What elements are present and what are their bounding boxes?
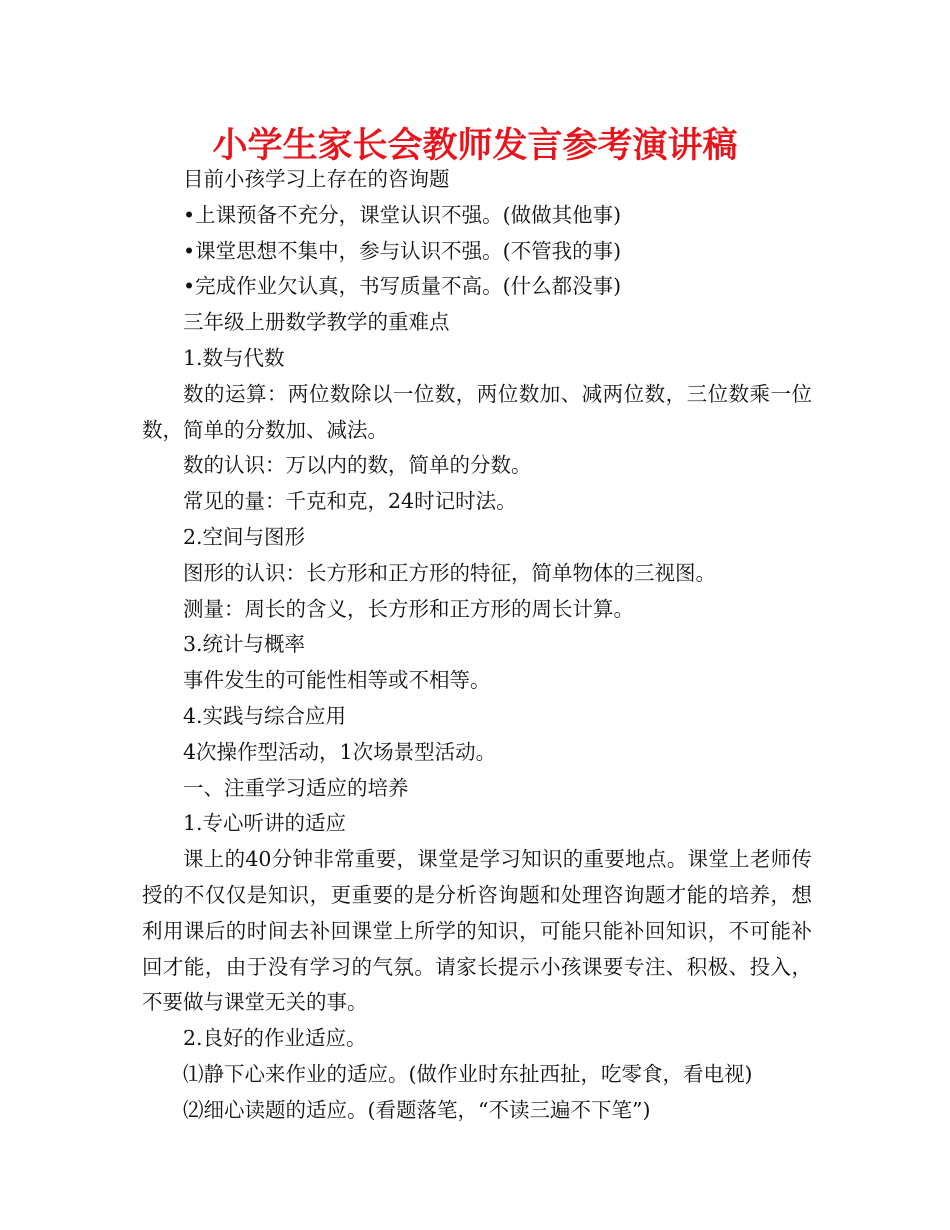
paragraph-careful-reading: ⑵细心读题的适应。(看题落笔，“不读三遍不下笔”): [183, 1097, 651, 1122]
paragraph-listening-habit-heading: 1.专心听讲的适应: [183, 811, 347, 836]
document-body: [142, 162, 812, 1129]
paragraph-bullet-preparation: •上课预备不充分，课堂认识不强。(做做其他事): [183, 202, 622, 227]
paragraph-number-operations: 数的运算：两位数除以一位数，两位数加、减两位数，三位数乘一位数，简单的分数加、减法。: [142, 381, 812, 442]
paragraph-habits-heading: 一、注重学习适应的培养: [183, 775, 409, 800]
paragraph-bullet-homework: •完成作业欠认真，书写质量不高。(什么都没事): [183, 274, 622, 299]
paragraph-section-practice: 4.实践与综合应用: [183, 703, 347, 728]
paragraph-homework-focus: ⑴静下心来作业的适应。(做作业时东扯西扯，吃零食，看电视): [183, 1061, 753, 1086]
document-title: 小学生家长会教师发言参考演讲稿: [212, 126, 738, 166]
paragraph-bullet-attention: •课堂思想不集中，参与认识不强。(不管我的事): [183, 238, 622, 263]
paragraph-section-numbers-algebra: 1.数与代数: [183, 345, 285, 370]
paragraph-section-space-shapes: 2.空间与图形: [183, 524, 306, 549]
paragraph-shape-recognition: 图形的认识：长方形和正方形的特征，简单物体的三视图。: [183, 560, 716, 585]
paragraph-math-key-points-heading: 三年级上册数学教学的重难点: [183, 310, 450, 335]
paragraph-common-quantities: 常见的量：千克和克，24时记时法。: [183, 489, 517, 514]
paragraph-problems-heading: 目前小孩学习上存在的咨询题: [183, 167, 450, 191]
paragraph-number-recognition: 数的认识：万以内的数，简单的分数。: [183, 453, 532, 478]
paragraph-listening-habit-body: 课上的40分钟非常重要，课堂是学习知识的重要地点。课堂上老师传授的不仅仅是知识，更重要的是分析咨询题和处理咨询题才能的培养，想利用课后的时间去补回课堂上所学的知识，可能只能补回知识，不可能补回才能，由于没有学习的气氛。请家长提示小孩课要专注、积极、投入，不要做与课堂无关的事。: [142, 847, 812, 1015]
paragraph-measurement: 测量：周长的含义，长方形和正方形的周长计算。: [183, 596, 634, 621]
paragraph-homework-habit-heading: 2.良好的作业适应。: [183, 1026, 367, 1051]
paragraph-section-statistics: 3.统计与概率: [183, 632, 306, 657]
paragraph-probability: 事件发生的可能性相等或不相等。: [183, 668, 491, 693]
paragraph-activities: 4次操作型活动，1次场景型活动。: [183, 739, 497, 764]
